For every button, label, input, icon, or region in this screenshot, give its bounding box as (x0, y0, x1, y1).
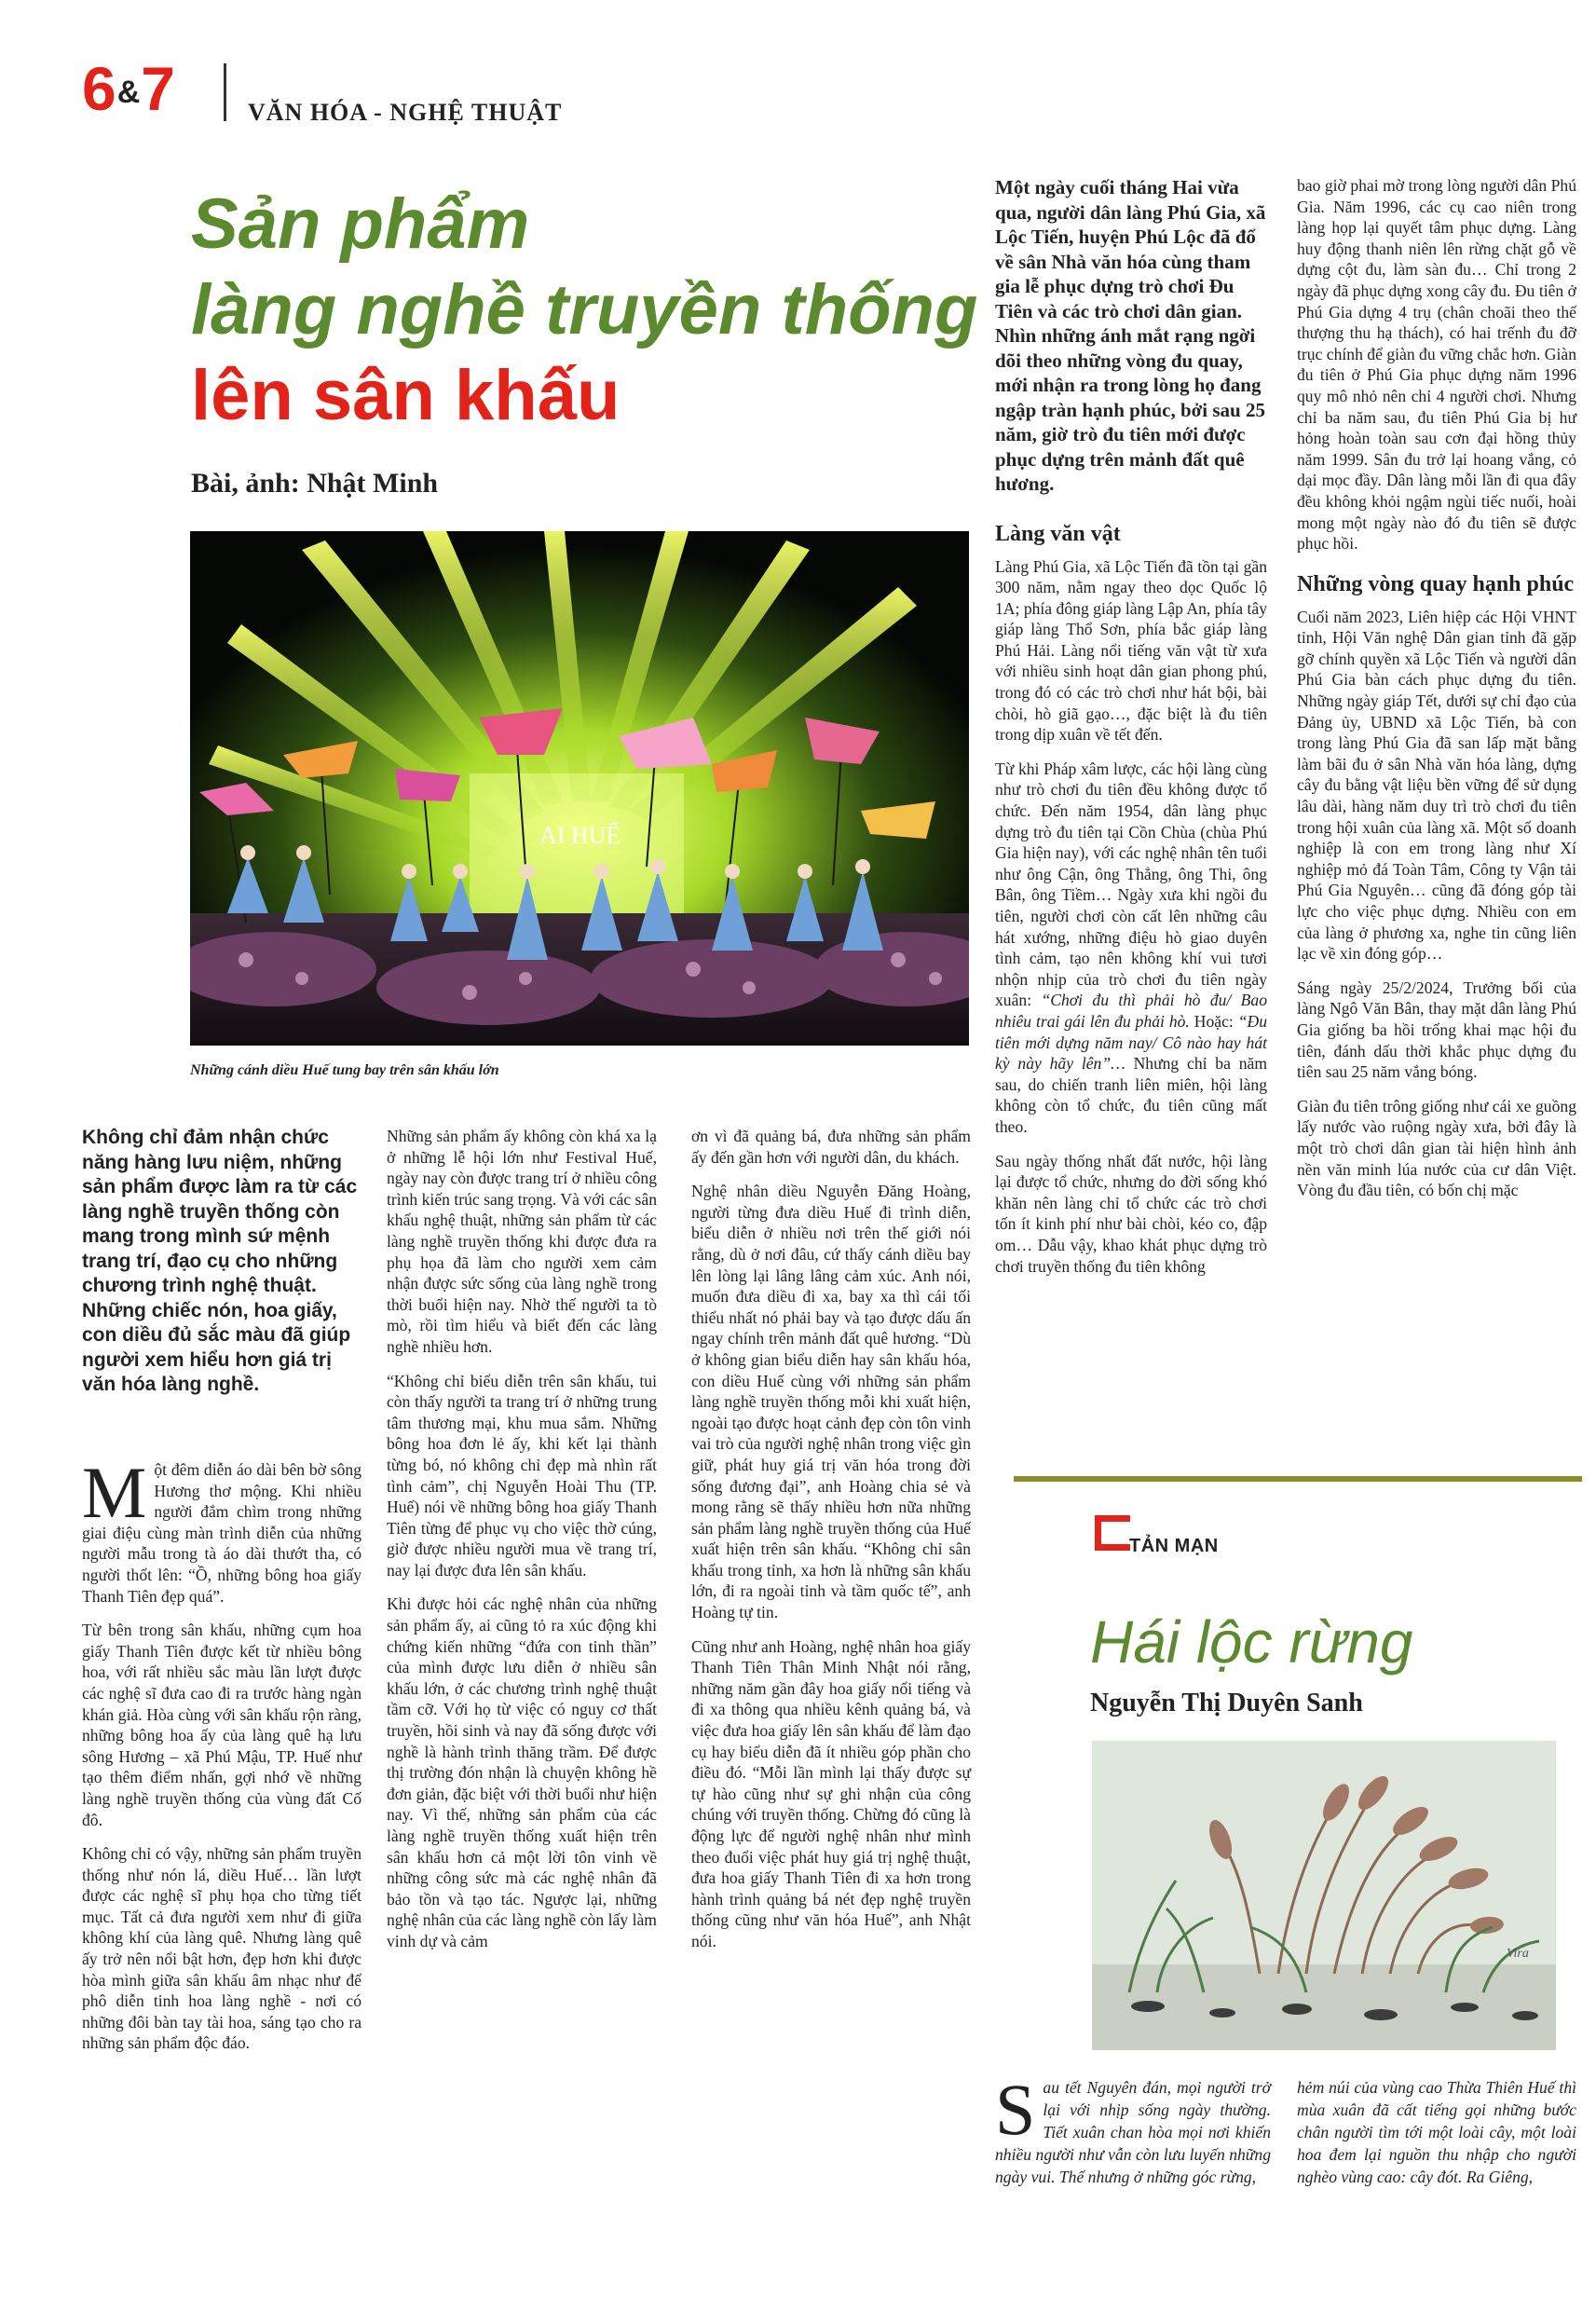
article-headline (191, 182, 1011, 439)
article-lead: Không chỉ đảm nhận chức năng hàng lưu niệm, những sản phẩm được làm ra từ các làng nghề truyền thống còn mang trong mình sứ mệnh trang trí, đạo cụ cho những chương trình nghệ thuật. Những chiếc nón, hoa giấy, con diều đủ sắc màu đã giúp người xem hiểu hơn giá trị văn hóa làng nghề. (82, 1127, 358, 1395)
article-column-3 (691, 1126, 971, 1965)
paragraph: bao giờ phai mờ trong lòng người dân Phú Gia. Năm 1996, các cụ cao niên trong làng họp lại quyết tâm phục dựng. Làng huy động thanh niên lên rừng chặt gỗ về dựng cột đu, làm sàn đu… Chỉ trong 2 ngày đã phục dựng xong cây đu. Đu tiên ở Phú Gia dựng 4 trụ (chân choãi theo thế thượng thu hạ thách), có hai trếnh đu đỡ trục chính để giàn đu vững chắc hơn. Giàn đu tiên ở Phú Gia phục dựng năm 1996 quy mô nhỏ nên chỉ 4 người chơi. Nhưng chỉ ba năm sau, đu tiên Phú Gia bị hư hỏng hoàn toàn sau cơn đại hồng thủy năm 1999. Sân đu trở lại hoang vắng, cỏ dại mọc đầy. Dân làng mỗi lần đi qua đây đều không khỏi ngậm ngùi tiếc nuối, hoài mong một ngày nào đó đu tiên sẽ được phục hồi. (1297, 176, 1576, 554)
paragraph: Từ bên trong sân khấu, những cụm hoa giấy Thanh Tiên được kết từ nhiều bông hoa, với rất nhiều sắc màu lần lượt được các nghệ sĩ đưa cao đi ra trước hàng ngàn khán giả. Hòa cùng với sân khấu rộn ràng, những bông hoa ấy của làng quê hạ lưu sông Hương – xã Phú Mậu, TP. Huế như tạo thêm điểm nhấn, gợi nhớ về những làng nghề truyền thống của vùng đất Cố đô. (82, 1621, 361, 1829)
drop-cap: M (82, 1452, 147, 1533)
paragraph: Làng Phú Gia, xã Lộc Tiến đã tồn tại gần 300 năm, nằm ngay theo dọc Quốc lộ 1A; phía đông giáp làng Lập An, phía tây giáp làng Thổ Sơn, phía bắc giáp làng Phú Hải. Làng nổi tiếng văn vật từ xưa với nhiều sinh hoạt dân gian phong phú, trong đó có các trò chơi như hát bội, bài chòi, hò giã gạo…, đặc biệt là đu tiên trong dịp xuân về tết đến. (995, 556, 1267, 745)
tanman-column-1 (995, 2069, 1271, 2201)
headline-line-3: lên sân khấu (191, 356, 621, 435)
reed-illustration-image (1092, 1741, 1556, 2050)
sidebar-column-b (1297, 175, 1576, 1214)
stage-sign-text: AI HUẾ (539, 822, 621, 849)
paragraph: Cũng như anh Hoàng, nghệ nhân hoa giấy Thanh Tiên Thân Minh Nhật nói rằng, những năm gần đây hoa giấy nổi tiếng và đi xa thông qua nhiều kênh quảng bá, và việc đưa hoa giấy lên sân khấu để làm đạo cụ hay biểu diễn đã ít nhiều góp phần cho điều đó. “Mỗi lần mình lại thấy được sự tự hào cũng như sự ghi nhận của công chúng với truyền thống. Chừng đó cũng là động lực để người nghệ nhân như mình theo đuổi việc phát huy giá trị nghệ thuật, đưa hoa giấy Thanh Tiên đi xa hơn trong hành trình quảng bá nét đẹp nghệ truyền thống cũng như văn hóa Huế”, anh Nhật nói. (691, 1636, 971, 1950)
paragraph: Cuối năm 2023, Liên hiệp các Hội VHNT tỉnh, Hội Văn nghệ Dân gian tỉnh đã gặp gỡ chính quyền xã Lộc Tiến và người dân Phú Gia bàn cách phục dựng đu tiên. Những ngày giáp Tết, dưới sự chỉ đạo của Đảng ủy, UBND xã Lộc Tiến, bà con trong làng Phú Gia đã san lấp mặt bằng làm bãi đu ở sân Nhà văn hóa làng, dựng cây đu bằng vật liệu bền vững để sử dụng lâu dài, hàng năm duy trì trò chơi đu tiên trong hội xuân của làng xã. Một số doanh nghiệp là con em trong làng như Xí nghiệp mỏ đá Toàn Tâm, Công ty Vận tải Phú Gia Nguyên… cũng đã đóng góp tài lực cho việc phục dựng. Nhiều con em của làng ở phương xa, nghe tin cũng liên lạc về xin đóng góp… (1297, 607, 1576, 964)
page-number-amp: & (116, 75, 140, 110)
paragraph: Sau tết Nguyên đán, mọi người trở lại với nhịp sống ngày thường. Tiết xuân chan hòa mọi nơi khiến nhiều người như vẫn còn lưu luyến những ngày vui. Thế nhưng ở những góc rừng, (995, 2069, 1271, 2186)
page-number-left: 6 (82, 54, 116, 123)
article-column-1 (82, 1452, 361, 2067)
folk-verse: “Đu tiên mới dựng năm nay/ Cô nào hay hát kỳ này hãy lên”… (995, 1011, 1267, 1074)
paragraph: “Không chỉ biểu diễn trên sân khấu, tui còn thấy người ta trang trí ở những trung tâm thương mại, khu mua sắm. Những bông hoa đơn lẻ ấy, khi kết lại thành từng bó, nó không chỉ đẹp mà nhìn rất tình cảm”, chị Nguyễn Hoài Thu (TP. Huế) nói về những bông hoa giấy Thanh Tiên từng để phục vụ cho việc thờ cúng, giờ được nhiều người mua về trang trí, nay lại được đưa lên sân khấu. (387, 1371, 657, 1580)
sidebar-intro: Một ngày cuối tháng Hai vừa qua, người dân làng Phú Gia, xã Lộc Tiến, huyện Phú Lộc đã đổ về sân Nhà văn hóa cùng tham gia lễ phục dựng trò chơi Đu Tiên và các trò chơi dân gian. Nhìn những ánh mắt rạng ngời dõi theo những vòng đu quay, mới nhận ra trong lòng họ đang ngập tràn hạnh phúc, bởi sau 25 năm, giờ trò đu tiên mới được phục dựng trên mảnh đất quê hương. (995, 176, 1266, 495)
reed-illustration (1092, 1741, 1556, 2050)
paragraph: Nghệ nhân diều Nguyễn Đăng Hoàng, người từng đưa diều Huế đi trình diễn, biểu diễn ở nhiều nơi trên thế giới nói rằng, dù ở nơi đâu, cứ thấy cánh diều bay lên lòng lại lâng lâng cảm xúc. Anh nói, muốn đưa diều đi xa, bay xa thì cái tối thiểu nhất nó phải bay và tạo được dấu ấn ngay chính trên mảnh đất quê hương. “Dù ở không gian biểu diễn hay sân khấu hóa, con diều Huế cùng với những sản phẩm làng nghề truyền thống mỗi khi xuất hiện, ngoài tạo được hoạt cảnh đẹp còn tôn vinh vai trò của người nghệ nhân trong việc gìn giữ, phát huy giá trị văn hóa trong đời sống đương đại”, anh Hoàng chia sẻ và mong rằng sẽ thấy nhiều hơn nữa những sản phẩm làng nghề truyền thống của Huế xuất hiện trên sân khấu. “Không chỉ sân khấu trong tỉnh, xa hơn là những sân khấu lớn, đi ra ngoài tỉnh và tầm quốc tế”, anh Hoàng tự tin. (691, 1182, 971, 1622)
subheading-nhung-vong-quay: Những vòng quay hạnh phúc (1297, 571, 1575, 596)
tanman-author: Nguyễn Thị Duyên Sanh (1090, 1689, 1363, 1717)
paragraph: Không chỉ có vậy, những sản phẩm truyền thống như nón lá, diều Huế… lần lượt được các nghệ sĩ phụ họa cho từng tiết mục. Tất cả đưa người xem như đi giữa không khí của làng quê. Nhưng làng quê ấy trở nên nổi bật hơn, đẹp hơn khi được hòa mình giữa sân khấu âm nhạc như để phô diễn tinh hoa làng nghề - nơi có những đôi bàn tay tài hoa, sáng tạo cho ra những sản phẩm độc đáo. (82, 1844, 361, 2053)
paragraph: Sáng ngày 25/2/2024, Trưởng bối của làng Ngô Văn Bân, thay mặt dân làng Phú Gia giống ba hồi trống khai mạc hội đu tiên, đánh dấu thời khắc phục dựng đu tiên sau 25 năm vắng bóng. (1297, 978, 1576, 1082)
paragraph: Giàn đu tiên trông giống như cái xe guồng lấy nước vào ruộng ngày xưa, bởi đây là một trò chơi dân gian tài hiện hình ảnh nền văn minh lúa nước của cư dân Việt. Vòng đu đầu tiên, có bốn chị mặc (1297, 1096, 1576, 1200)
photo-caption: Những cánh diều Huế tung bay trên sân khấu lớn (190, 1062, 499, 1078)
stage-photo-image (190, 531, 969, 1046)
tanman-bracket-icon (1095, 1515, 1130, 1551)
article-column-2 (387, 1126, 657, 1965)
illustration-signature: Vira (1507, 1947, 1529, 1961)
tanman-title: Hái lộc rừng (1090, 1608, 1413, 1676)
page-number (82, 54, 174, 123)
byline: Bài, ảnh: Nhật Minh (191, 468, 439, 499)
masthead-divider (224, 63, 226, 121)
paragraph: hẻm núi của vùng cao Thừa Thiên Huế thì mùa xuân đã cất tiếng gọi những bước chân người tìm tới một loài cây, một loài hoa đem lại nguồn thu nhập cho người nghèo vùng cao: cây đót. Ra Giêng, (1297, 2078, 1576, 2186)
paragraph: Những sản phẩm ấy không còn khá xa lạ ở những lễ hội lớn như Festival Huế, ngày nay còn được trang trí ở nhiều công trình kiến trúc sang trọng. Và với các sân khấu nghệ thuật, những sản phẩm từ các làng nghề truyền thống khi được đưa ra phụ họa đã làm cho người xem cảm nhận được sức sống của làng nghề trong thời buổi hiện nay. Nhờ thế người ta tò mò, rồi tìm hiểu và biết đến các làng nghề nhiều hơn. (387, 1127, 658, 1356)
subheading-lang-van-vat: Làng văn vật (995, 521, 1121, 546)
section-title: VĂN HÓA - NGHỆ THUẬT (248, 99, 563, 126)
tanman-label: TẢN MẠN (1129, 1536, 1219, 1556)
headline-line-2: làng nghề truyền thống (191, 270, 978, 349)
stage-photo (190, 531, 969, 1046)
paragraph: Từ khi Pháp xâm lược, các hội làng cùng như trò chơi đu tiên đều không được tổ chức. Đến năm 1954, dân làng phục dựng trò đu tiên tại Cồn Chùa (chùa Phú Gia hiện nay), với các nghệ nhân tên tuổi như ông Cận, ông Thẳng, ông Thi, ông Bân, ông Tiềm… Ngày xưa khi ngồi đu tiên, người chơi còn cất lên những câu hát xướng, những điệu hò giao duyên tình cảm, tạo nên không khí vui tươi nhộn nhịp của trò chơi đu tiên ngày xuân: “Chơi đu thì phải hò đu/ Bao nhiêu trai gái lên đu phải hò. Hoặc: “Đu tiên mới dựng năm nay/ Cô nào hay hát kỳ này hãy lên”… Nhưng chỉ ba năm sau, do chiến tranh liên miên, hội làng không còn tổ chức, đu tiên cũng mất theo. (995, 759, 1268, 1136)
section-divider (1014, 1476, 1582, 1482)
paragraph: Một đêm diễn áo dài bên bờ sông Hương thơ mộng. Khi nhiều người đắm chìm trong những giai điệu cùng màn trình diễn của những người mẫu trong tà áo dài thướt tha, có người thốt lên: “Ồ, những bông hoa giấy Thanh Tiên đẹp quá”. (82, 1452, 361, 1606)
folk-verse: “Chơi đu thì phải hò đu/ Bao nhiêu trai gái lên đu phải hò. (995, 991, 1267, 1031)
drop-cap: S (995, 2069, 1036, 2150)
paragraph: ơn vì đã quảng bá, đưa những sản phẩm ấy đến gần hơn với người dân, du khách. (691, 1127, 971, 1167)
tanman-column-2 (1297, 2076, 1576, 2201)
headline-line-1: Sản phẩm (191, 185, 530, 264)
paragraph: Sau ngày thống nhất đất nước, hội làng lại được tổ chức, nhưng do đời sống khó khăn nên làng chỉ tổ chức các trò chơi tốn ít kinh phí như bài chòi, kéo co, đập om… Dẫu vậy, khao khát phục dựng trò chơi truyền thống đu tiên không (995, 1151, 1267, 1276)
paragraph: Khi được hỏi các nghệ nhân của những sản phẩm ấy, ai cũng tỏ ra xúc động khi chứng kiến những “đứa con tinh thần” của mình được lưu diễn ở nhiều sân khấu lớn, ở các chương trình nghệ thuật tầm cỡ. Với họ từ việc có nguy cơ thất truyền, hồi sinh và nay đã sống được với nghề là hành trình thăng trầm. Để được thị trường đón nhận là chuyện không hề đơn giản, đặc biệt với thời buổi như hiện nay. Vì thế, những sản phẩm của các làng nghề truyền thống xuất hiện trên sân khấu hơn cả một lời tôn vinh về những công sức mà các nghệ nhân đã bảo tồn và tạo tác. Ngược lại, những nghệ nhân của các làng nghề còn lấy làm vinh dự và cảm (387, 1594, 657, 1950)
sidebar-column-a (995, 175, 1267, 1290)
page-number-right: 7 (141, 54, 174, 123)
